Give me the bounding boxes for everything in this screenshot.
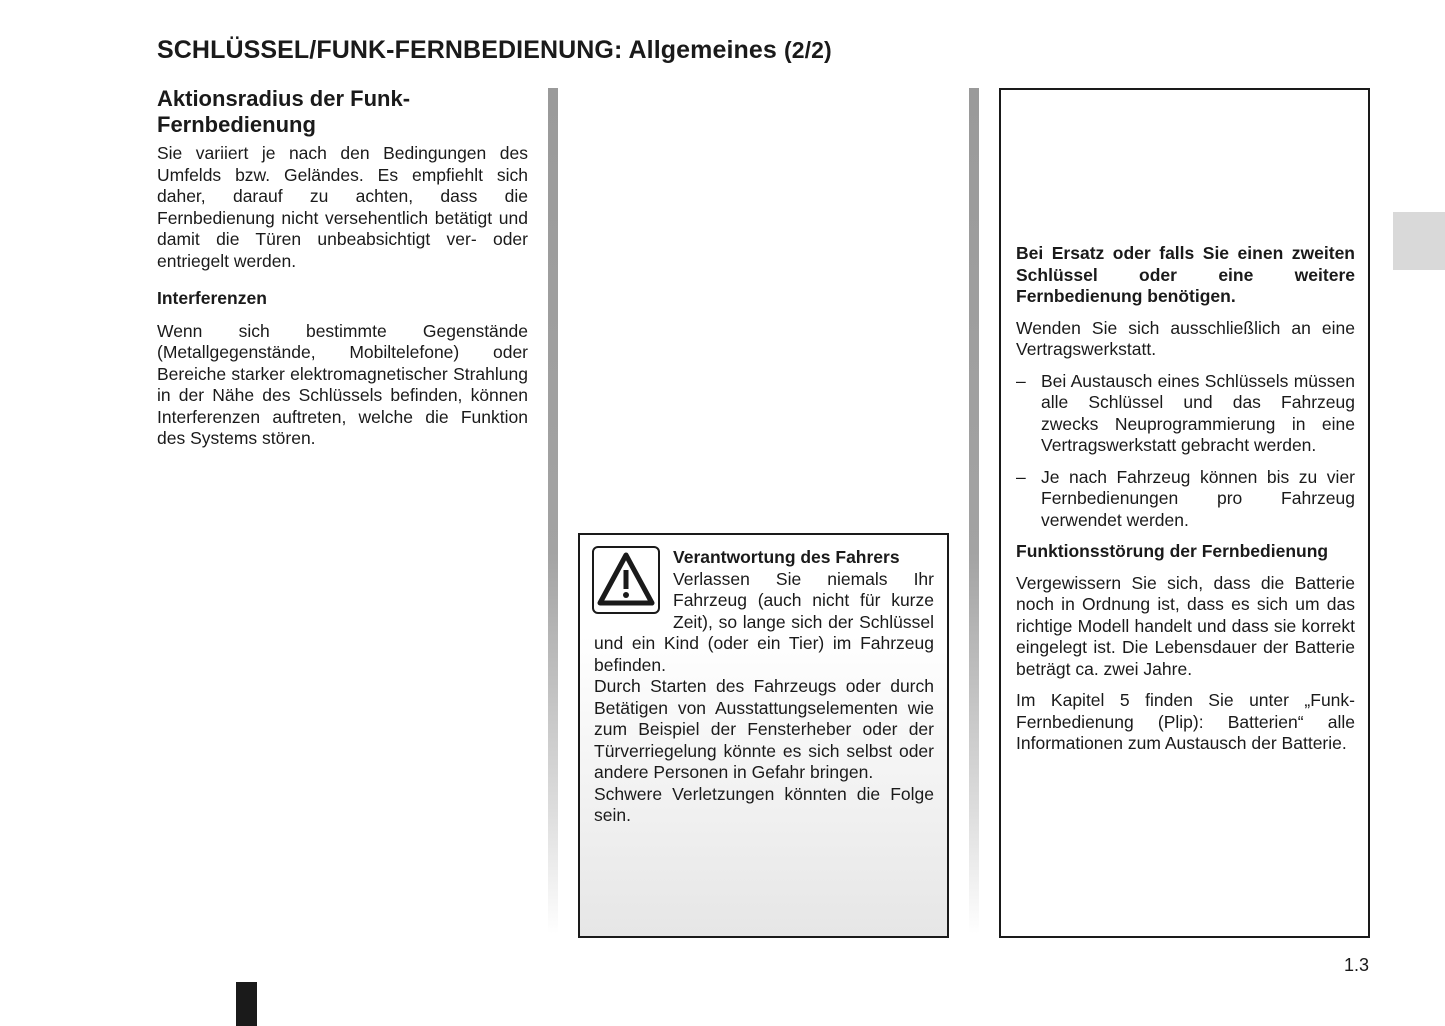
list-item <box>1016 371 1355 457</box>
warning-paragraph-3: Schwere Verletzungen könnten die Folge sein. <box>594 783 934 825</box>
page-number: 1.3 <box>1344 955 1370 975</box>
info-heading: Bei Ersatz oder falls Sie einen zweiten Schlüssel oder eine weitere Fernbedienung benötigen. <box>1016 243 1355 306</box>
interference-paragraph: Wenn sich bestimmte Gegenstände (Metallgegenstände, Mobiltelefone) oder Bereiche starker elektromagnetischer Strahlung in der Nähe des Schlüssels befinden, können Interferenzen auftreten, welche die Funktion des Systems stören. <box>157 320 528 448</box>
intro-paragraph: Sie variiert je nach den Bedingungen des Umfelds bzw. Geländes. Es empfiehlt sich daher, darauf zu achten, dass die Fernbedienung nicht versehentlich betätigt und damit die Türen unbeabsichtigt ver- oder entriegelt werden. <box>157 143 528 271</box>
malfunction-heading: Funktionsstörung der Fernbedienung <box>1016 541 1329 561</box>
page-title <box>157 36 832 65</box>
info-paragraph: Wenden Sie sich ausschließlich an eine Vertragswerkstatt. <box>1016 317 1355 359</box>
warning-box <box>578 533 949 938</box>
battery-paragraph: Vergewissern Sie sich, dass die Batterie noch in Ordnung ist, dass es sich um das richtige Modell handelt und dass sie korrekt eingelegt ist. Die Lebensdauer der Batterie beträgt ca. zwei Jahre. <box>1016 572 1355 679</box>
column-divider-left <box>548 88 558 934</box>
page-title-suffix: (2/2) <box>783 37 832 63</box>
left-column <box>157 86 528 466</box>
info-bullet-list <box>1016 371 1355 532</box>
info-box <box>999 88 1370 938</box>
warning-title: Verantwortung des Fahrers <box>673 547 900 567</box>
bullet-dash: – <box>1016 370 1026 391</box>
warning-paragraph-1: Verlassen Sie niemals Ihr Fahrzeug (auch nicht für kurze Zeit), so lange sich der Schlüssel und ein Kind (oder ein Tier) im Fahrzeug befinden. <box>594 568 934 675</box>
info-content <box>1016 243 1355 765</box>
chapter-tab <box>1393 212 1445 270</box>
warning-paragraph-2: Durch Starten des Fahrzeugs oder durch Betätigen von Ausstattungselementen wie zum Beispiel der Fensterheber oder der Türverriegelung könnte es sich selbst oder andere Personen in Gefahr bringen. <box>594 676 934 782</box>
bullet-dash: – <box>1016 466 1026 487</box>
interference-heading: Interferenzen <box>157 288 267 308</box>
chapter-reference-paragraph: Im Kapitel 5 finden Sie unter „Funk-Fernbedienung (Plip): Batterien“ alle Informationen zum Austausch der Batterie. <box>1016 690 1355 753</box>
print-mark <box>236 982 257 1026</box>
list-item <box>1016 467 1355 532</box>
page-title-text: SCHLÜSSEL/FUNK-FERNBEDIENUNG: Allgemeines <box>157 36 777 64</box>
list-item-text: Bei Austausch eines Schlüssels müssen alle Schlüssel und das Fahrzeug zwecks Neuprogrammierung in eine Vertragswerkstatt gebracht werden. <box>1041 370 1355 455</box>
section-heading: Aktionsradius der Funk-Fernbedienung <box>157 86 411 137</box>
warning-text <box>594 547 934 827</box>
column-divider-right <box>969 88 979 934</box>
list-item-text: Je nach Fahrzeug können bis zu vier Fernbedienungen pro Fahrzeug verwendet werden. <box>1041 466 1355 530</box>
